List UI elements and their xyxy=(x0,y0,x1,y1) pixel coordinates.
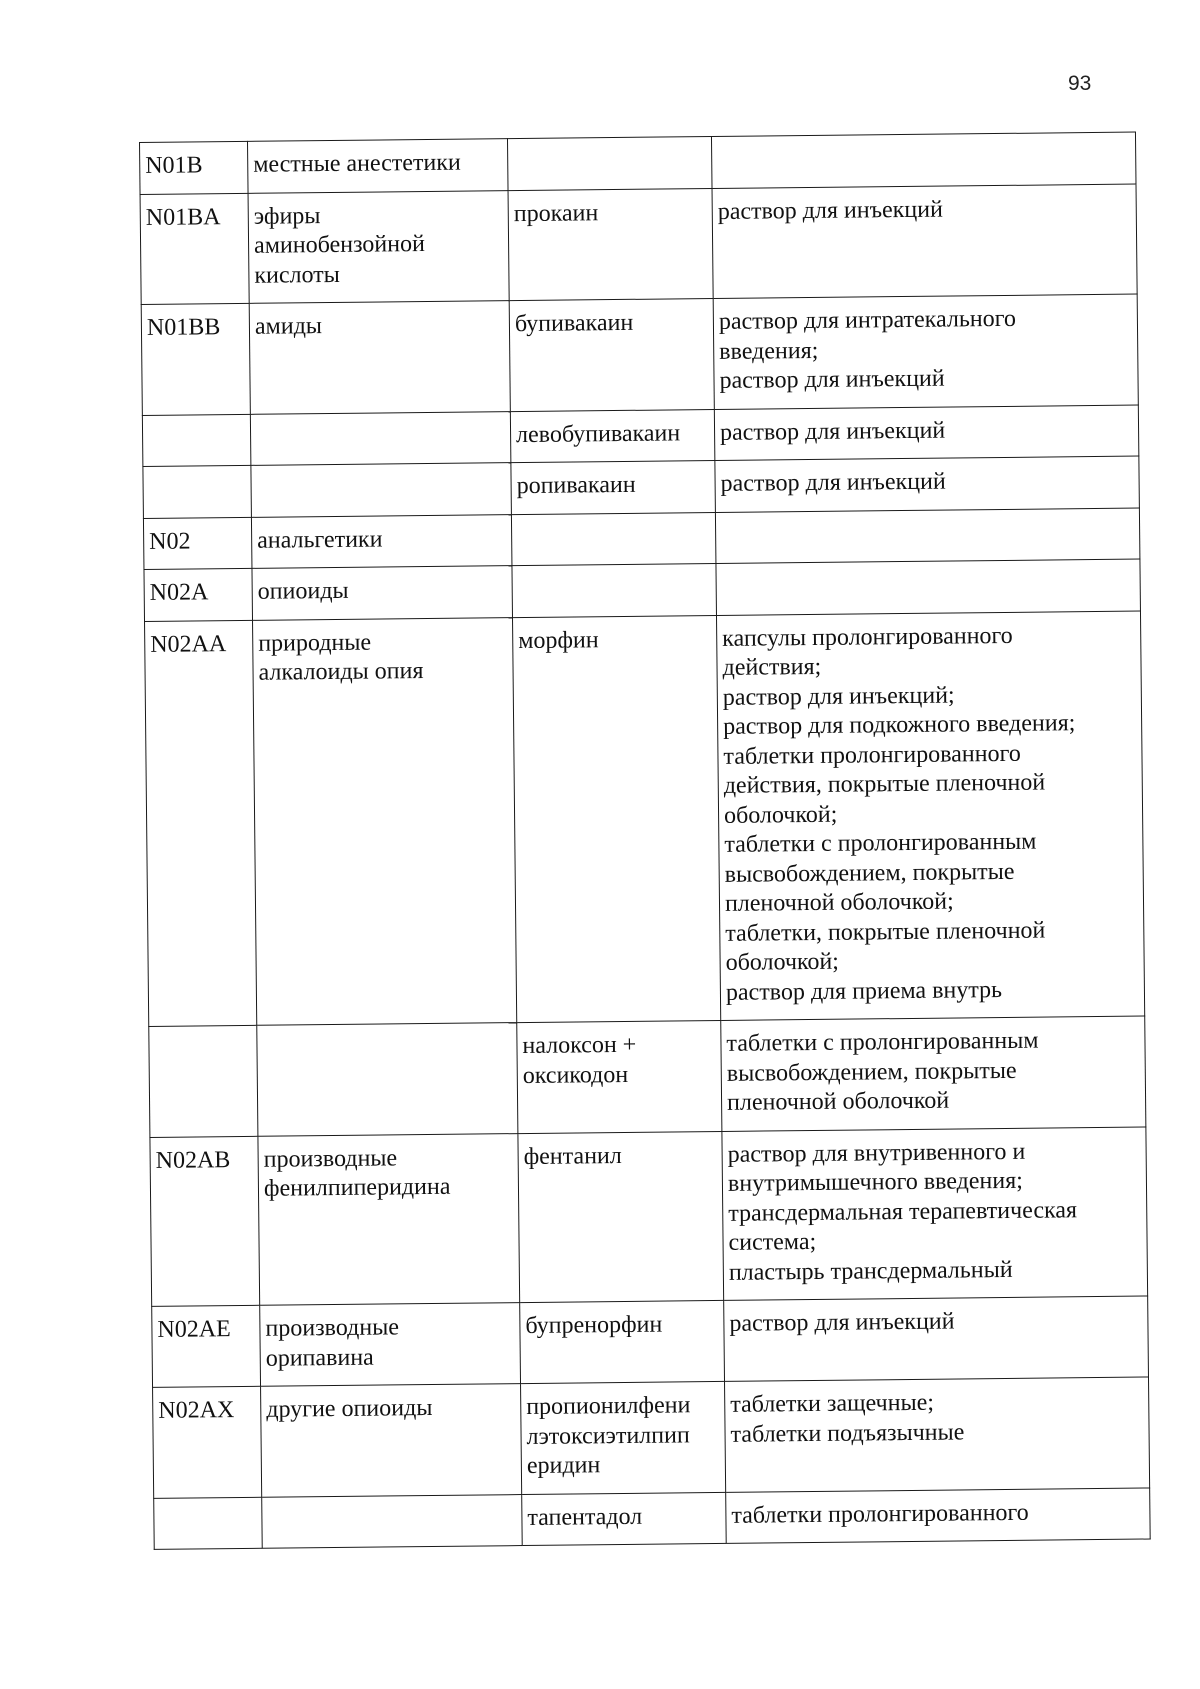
drug-name-line: еридин xyxy=(526,1452,601,1480)
table-row xyxy=(149,1016,1146,1137)
table-row xyxy=(145,611,1145,1027)
dosage-form-line: раствор для инъекций; xyxy=(722,681,955,711)
group-name-cell xyxy=(258,1133,520,1305)
dosage-form-line: действия, покрытые пленочной xyxy=(723,769,1046,799)
atc-code-cell xyxy=(141,303,250,415)
dosage-form-line: раствор для интратекального xyxy=(718,305,1017,335)
dosage-form-line: пленочной оболочкой; xyxy=(724,888,954,917)
dosage-forms-cell xyxy=(714,405,1139,461)
table-body xyxy=(140,132,1151,1549)
group-name-line: производные xyxy=(263,1144,398,1173)
atc-code: N02A xyxy=(149,579,209,606)
group-name-line: производные xyxy=(265,1314,400,1342)
atc-code-cell xyxy=(150,1136,260,1307)
dosage-form-line: раствор для инъекций xyxy=(717,196,944,225)
group-name-cell xyxy=(260,1303,521,1387)
drug-name-cell xyxy=(518,1131,724,1303)
drug-name-line: ропивакаин xyxy=(516,471,636,500)
drug-name-cell xyxy=(508,188,713,301)
group-name-line: природные xyxy=(258,629,372,657)
table-row xyxy=(140,184,1137,305)
dosage-forms-cell xyxy=(722,1127,1148,1301)
group-name-line: местные анестетики xyxy=(253,149,461,178)
dosage-forms-cell xyxy=(715,508,1140,564)
group-name-line: эфиры xyxy=(253,202,321,230)
group-name-line: амиды xyxy=(254,313,323,340)
drug-name-line: бупренорфин xyxy=(525,1311,663,1340)
group-name-cell xyxy=(251,514,512,568)
group-name-cell xyxy=(252,566,513,620)
drug-name-line: прокаин xyxy=(513,199,599,227)
atc-code-cell xyxy=(144,568,253,621)
atc-code-cell xyxy=(140,193,249,305)
group-name-line: фенилпиперидина xyxy=(263,1173,451,1202)
atc-code-cell xyxy=(142,414,251,467)
dosage-form-line: таблетки пролонгированного xyxy=(723,740,1021,770)
drug-name-line: левобупивакаин xyxy=(515,419,681,448)
dosage-form-line: раствор для внутривенного и xyxy=(727,1138,1026,1168)
atc-code-cell xyxy=(143,517,252,570)
dosage-form-line: пластырь трансдермальный xyxy=(728,1256,1013,1286)
dosage-form-line: таблетки с пролонгированным xyxy=(724,828,1037,858)
atc-code: N02AB xyxy=(155,1146,231,1174)
group-name-line: анальгетики xyxy=(257,525,383,554)
group-name-cell xyxy=(249,301,510,414)
group-name-line: другие опиоиды xyxy=(266,1394,433,1423)
dosage-forms-cell xyxy=(715,456,1140,512)
group-name-line: опиоиды xyxy=(257,577,349,605)
drug-name-line: лэтоксиэтилпип xyxy=(526,1421,690,1450)
drug-name-cell xyxy=(520,1300,725,1383)
dosage-form-line: капсулы пролонгированного xyxy=(722,622,1013,652)
atc-code-cell xyxy=(153,1386,262,1498)
dosage-form-line: оболочкой; xyxy=(723,801,838,829)
table-row xyxy=(152,1296,1149,1387)
dosage-form-line: внутримышечного введения; xyxy=(727,1167,1024,1197)
atc-code: N01B xyxy=(145,152,203,179)
dosage-form-line: действия; xyxy=(722,653,822,681)
group-name-cell xyxy=(247,139,508,193)
group-name-line: кислоты xyxy=(254,261,340,289)
dosage-form-line: раствор для инъекций xyxy=(729,1308,955,1337)
group-name-line: орипавина xyxy=(265,1344,374,1372)
group-name-line: алкалоиды опия xyxy=(258,658,424,686)
drug-name-cell xyxy=(507,137,712,191)
table-row xyxy=(150,1127,1148,1307)
atc-code-cell xyxy=(140,141,249,194)
group-name-cell xyxy=(248,190,509,303)
drug-classification-table xyxy=(139,132,1151,1550)
atc-code-cell xyxy=(145,620,257,1027)
table-row xyxy=(141,294,1138,415)
dosage-form-line: таблетки подъязычные xyxy=(730,1418,965,1448)
drug-name-cell xyxy=(510,409,715,463)
dosage-form-line: пленочной оболочкой xyxy=(726,1087,950,1116)
drug-name-cell xyxy=(512,563,717,617)
group-name-cell xyxy=(262,1494,523,1548)
atc-code: N02AE xyxy=(157,1316,231,1343)
dosage-form-line: таблетки защечные; xyxy=(730,1389,935,1418)
dosage-forms-cell xyxy=(711,132,1136,188)
dosage-form-line: таблетки пролонгированного xyxy=(731,1499,1029,1529)
drug-name-line: оксикодон xyxy=(522,1061,629,1089)
drug-name-line: налоксон + xyxy=(522,1031,637,1060)
table-row xyxy=(153,1377,1150,1498)
dosage-forms-cell xyxy=(716,611,1144,1021)
atc-code-cell xyxy=(143,465,252,518)
group-name-cell xyxy=(250,411,511,465)
drug-name-cell xyxy=(517,1020,722,1133)
atc-code: N02AX xyxy=(158,1397,235,1424)
dosage-forms-cell xyxy=(712,184,1137,299)
dosage-form-line: трансдермальная терапевтическая xyxy=(728,1196,1078,1227)
dosage-form-line: раствор для инъекций xyxy=(719,365,945,394)
dosage-forms-cell xyxy=(713,294,1138,409)
dosage-form-line: оболочкой; xyxy=(725,948,840,976)
drug-name-line: фентанил xyxy=(523,1142,622,1170)
dosage-form-line: высвобождением, покрытые xyxy=(726,1057,1017,1087)
group-name-cell xyxy=(257,1023,518,1136)
atc-code-cell xyxy=(149,1025,258,1137)
dosage-form-line: раствор для инъекций xyxy=(720,468,946,497)
dosage-forms-cell xyxy=(726,1487,1151,1543)
drug-name-line: тапентадол xyxy=(527,1503,643,1531)
dosage-forms-cell xyxy=(721,1016,1146,1131)
drug-name-line: пропионилфени xyxy=(526,1392,691,1421)
dosage-form-line: таблетки, покрытые пленочной xyxy=(725,917,1046,947)
drug-name-cell xyxy=(522,1492,727,1546)
atc-code-cell xyxy=(152,1305,261,1387)
drug-name-line: морфин xyxy=(518,626,599,654)
drug-name-cell xyxy=(511,512,716,566)
atc-code-cell xyxy=(154,1497,263,1550)
dosage-form-line: раствор для приема внутрь xyxy=(725,976,1003,1006)
drug-name-cell xyxy=(511,460,716,514)
drug-name-cell xyxy=(512,615,720,1023)
drug-name-line: бупивакаин xyxy=(514,309,634,338)
group-name-cell xyxy=(261,1384,522,1497)
group-name-line: аминобензойной xyxy=(253,231,426,259)
atc-code: N02AA xyxy=(150,630,227,658)
dosage-forms-cell xyxy=(724,1296,1149,1381)
page-number: 93 xyxy=(1068,72,1092,95)
dosage-forms-cell xyxy=(725,1377,1150,1492)
dosage-form-line: высвобождением, покрытые xyxy=(724,858,1015,888)
group-name-cell xyxy=(253,617,517,1025)
dosage-form-line: раствор для инъекций xyxy=(719,417,946,446)
dosage-form-line: система; xyxy=(728,1228,817,1256)
drug-name-cell xyxy=(509,298,714,411)
atc-code: N01BB xyxy=(146,314,221,341)
dosage-form-line: таблетки с пролонгированным xyxy=(726,1027,1039,1057)
atc-code: N01BA xyxy=(145,203,221,231)
table-row xyxy=(154,1487,1150,1549)
group-name-cell xyxy=(251,463,512,517)
atc-code: N02 xyxy=(149,527,191,555)
dosage-forms-cell xyxy=(716,559,1141,615)
dosage-form-line: раствор для подкожного введения; xyxy=(723,710,1076,740)
dosage-form-line: введения; xyxy=(719,337,819,365)
drug-name-cell xyxy=(521,1381,726,1494)
